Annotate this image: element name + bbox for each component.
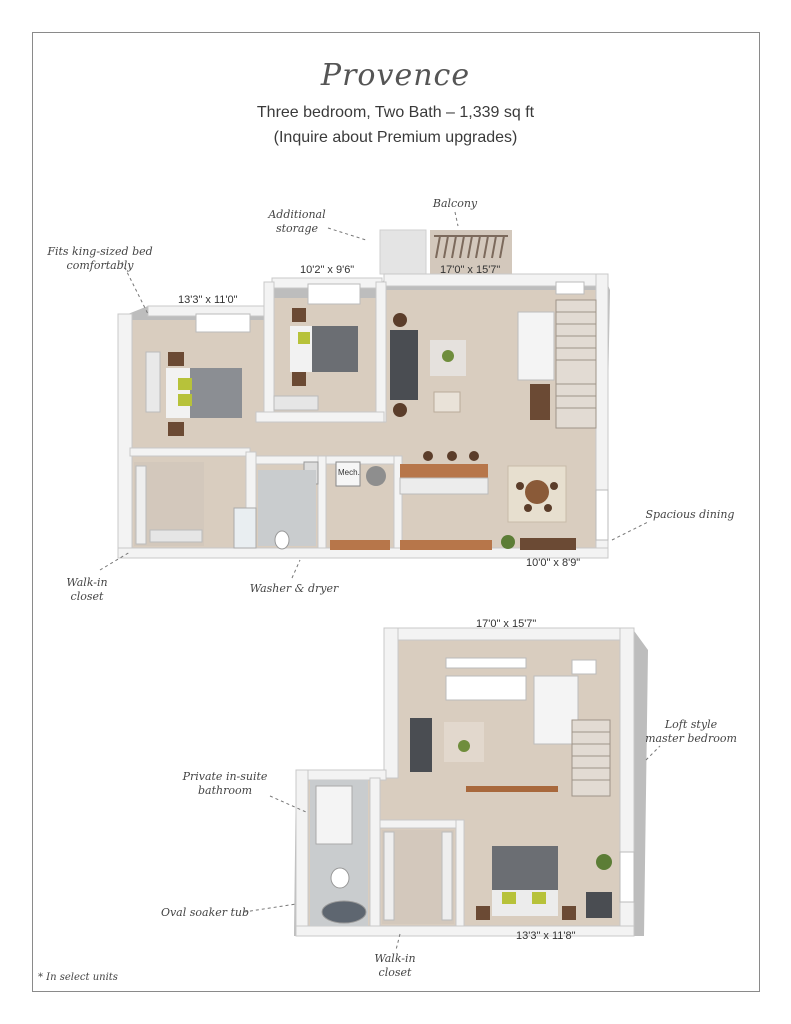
wall-art (146, 352, 160, 412)
dim-living: 17'0" x 15'7" (440, 264, 501, 276)
kitchen-island-top (400, 464, 488, 478)
window (308, 284, 360, 304)
accent-pillow (298, 332, 310, 344)
callout-king-bed: Fits king-sized bed comfortably (47, 245, 153, 272)
callout-walk-in-closet-lower: Walk-in closet (66, 576, 108, 603)
staircase (556, 300, 596, 428)
dim-dining: 10'0" x 8'9" (526, 557, 581, 569)
plan-title: Provence (320, 58, 471, 93)
wall (296, 770, 308, 930)
plant (442, 350, 454, 362)
side-table (393, 403, 407, 417)
window (596, 490, 608, 540)
dining-chair (516, 482, 524, 490)
fireplace (518, 312, 554, 380)
closet-shelf (150, 530, 202, 542)
window (196, 314, 250, 332)
bed-pillows (492, 890, 558, 916)
nightstand (562, 906, 576, 920)
callout-private-bath: Private in-suite bathroom (182, 770, 268, 797)
dim-master: 13'3" x 11'8" (516, 930, 576, 942)
wall (456, 820, 464, 928)
plant (458, 740, 470, 752)
closet-rod (442, 832, 452, 920)
bar-stool (423, 451, 433, 461)
kitchen-counter (400, 540, 492, 550)
kitchen-counter (330, 540, 390, 550)
kitchen-island (400, 478, 488, 494)
plant (596, 854, 612, 870)
bed-pillows (166, 368, 190, 418)
toilet (275, 531, 289, 549)
callout-walk-in-closet-upper: Walk-in closet (374, 952, 416, 979)
sideboard (520, 538, 576, 550)
sofa (410, 718, 432, 772)
callout-balcony: Balcony (432, 197, 478, 210)
storage-closet (380, 230, 426, 274)
wall (376, 282, 386, 422)
skylight (446, 676, 526, 700)
dining-chair (524, 504, 532, 512)
wall (370, 778, 380, 928)
callout-loft-master: Loft style master bedroom (645, 718, 737, 745)
wall (256, 412, 384, 422)
wall (118, 314, 132, 556)
accent-pillow (178, 378, 192, 390)
closet-shelf (274, 396, 318, 410)
nightstand (292, 372, 306, 386)
armchair (434, 392, 460, 412)
fireplace (534, 676, 578, 744)
wall (130, 448, 250, 456)
accent-pillow (178, 394, 192, 406)
wall (318, 456, 326, 556)
plan-subtitle: Three bedroom, Two Bath – 1,339 sq ft (256, 104, 535, 121)
water-heater (366, 466, 386, 486)
skylight (446, 658, 526, 668)
window (556, 282, 584, 294)
armchair (586, 892, 612, 918)
oval-soaker-tub (322, 901, 366, 923)
bar-stool (447, 451, 457, 461)
callout-washer-dryer: Washer & dryer (249, 582, 339, 595)
staircase (572, 720, 610, 796)
callout-oval-tub: Oval soaker tub (160, 906, 250, 919)
dim-loft: 17'0" x 15'7" (476, 618, 537, 630)
bathtub (234, 508, 256, 548)
dining-chair (544, 504, 552, 512)
dining-chair (550, 482, 558, 490)
window (620, 852, 634, 902)
toilet (331, 868, 349, 888)
nightstand (168, 352, 184, 366)
plant (501, 535, 515, 549)
nightstand (168, 422, 184, 436)
callout-line (292, 560, 300, 578)
callout-line (612, 522, 648, 540)
upper-level (244, 628, 660, 950)
callout-line (455, 212, 458, 226)
mech-label: Mech. (338, 468, 360, 477)
bookshelf (530, 384, 550, 420)
wall (264, 282, 274, 412)
plan-upgrade-note: (Inquire about Premium upgrades) (273, 129, 518, 146)
accent-pillow (502, 892, 516, 904)
closet-rod (136, 466, 146, 544)
callout-additional-storage: Additional storage (268, 208, 326, 235)
wall (384, 628, 398, 778)
callout-spacious-dining: Spacious dining (645, 508, 735, 521)
wall (380, 820, 464, 828)
side-table (393, 313, 407, 327)
callout-line (328, 228, 366, 240)
dining-table (525, 480, 549, 504)
dim-bedroom-left: 13'3" x 11'0" (178, 294, 238, 306)
callout-line (646, 746, 660, 760)
footnote: * In select units (38, 972, 118, 983)
closet-rod (384, 832, 394, 920)
bar-stool (469, 451, 479, 461)
sofa (390, 330, 418, 400)
vanity (316, 786, 352, 844)
nightstand (292, 308, 306, 322)
wall (296, 926, 634, 936)
lower-level (100, 212, 648, 578)
accent-pillow (532, 892, 546, 904)
nightstand (476, 906, 490, 920)
dim-bedroom-middle: 10'2" x 9'6" (300, 264, 355, 276)
window (572, 660, 596, 674)
loft-railing (466, 786, 558, 792)
